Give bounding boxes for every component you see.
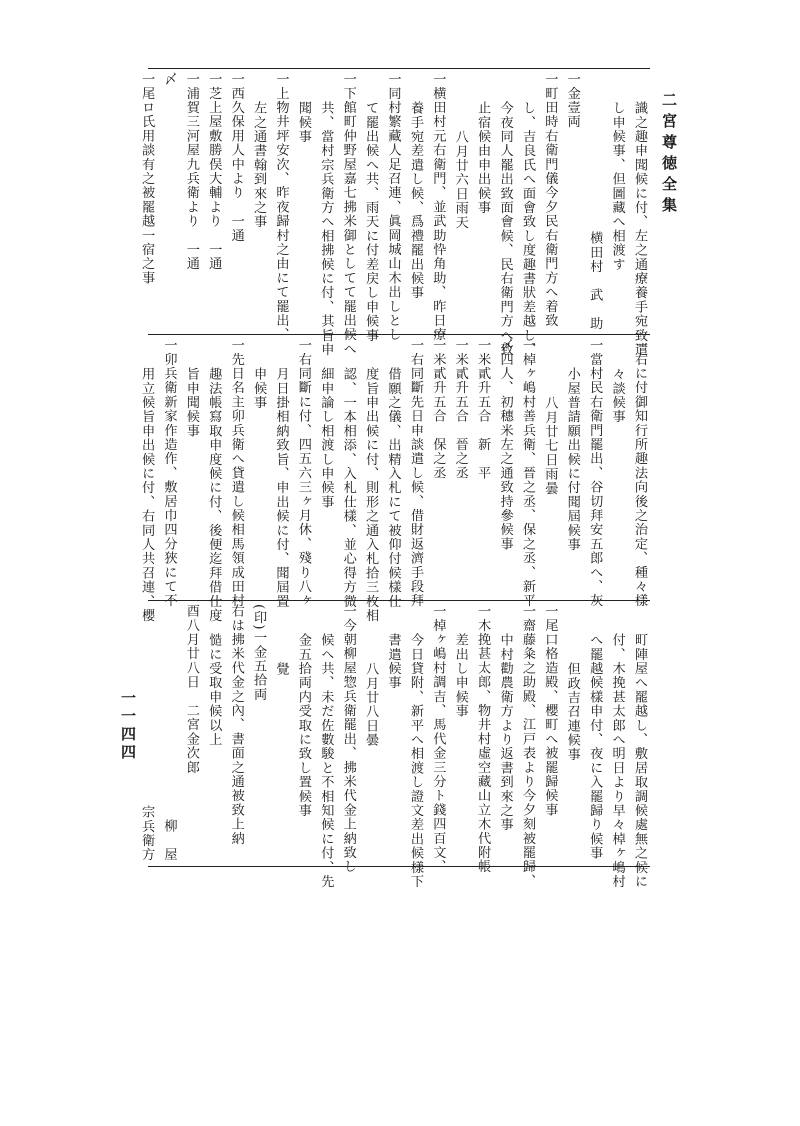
text-line: へ罷越候樣申付、夜に入罷歸り候事 <box>587 633 603 861</box>
text-line: 一金壹両 <box>564 72 580 129</box>
text-line: 一町田時右衛門儀今夕民右衛門方へ着致 <box>542 72 558 328</box>
text-line: 付、木挽甚太郎へ明日より早々棹ヶ嶋村 <box>609 633 625 889</box>
text-line: 右は拂米代金之內、書面之通被致上納 <box>228 604 244 846</box>
text-line: 一米貳升五合 新 平 <box>475 338 491 480</box>
text-line: 一今朝柳屋惣兵衛罷出、拂米代金上納致し <box>340 604 356 874</box>
text-line: し申候事、但圖藏へ相渡す <box>609 101 625 272</box>
text-line: 柳 屋 <box>161 819 177 862</box>
text-block-lower <box>139 604 650 889</box>
text-line: 一右に付御知行所趣法向後之治定、種々樣 <box>632 338 647 608</box>
text-line: 度旨申出候に付、則形之通入札拾三枚相 <box>363 367 379 623</box>
text-line: 一右同斷先日申談遣し候、借財返濟手段拜 <box>407 338 423 608</box>
text-line: 慥に受取申候以上 <box>206 633 222 747</box>
text-line: 候へ共、未だ佐數駿と不相知候に付、先 <box>318 633 334 889</box>
text-line: 一上物井坪安次、昨夜歸村之由にて罷出、 <box>273 72 289 342</box>
text-line: 一浦賀三河屋九兵衛より 一通 <box>183 72 199 271</box>
text-line: 小屋普請願出候に付聞屆候事 <box>564 367 580 552</box>
text-line: 〆四人、初穗米左之通致持參候事 <box>497 338 513 551</box>
text-line: 差出し申候事 <box>452 633 468 719</box>
text-line: 申候事 <box>251 367 267 410</box>
text-line: 旨申聞候事 <box>183 367 199 439</box>
text-line: 今夜同人罷出致面會候、民右衛門方へ致 <box>497 101 513 357</box>
text-line: 月日掛相納致旨、申出候に付、聞屆置 <box>273 367 289 609</box>
text-line: 八月廿七日雨曇 <box>542 396 558 496</box>
text-line: 一當村民右衛門罷出、谷切拜安五郎へ、灰 <box>587 338 603 608</box>
text-line: 一西久保用人中より 一通 <box>228 72 244 243</box>
text-line: 一右同斷に付、四五六三ヶ月休、殘り八ヶ <box>295 338 311 608</box>
text-line: 借願之儀、出精入札にて被仰付候樣仕 <box>385 367 401 609</box>
text-block-upper <box>139 72 650 357</box>
text-line: 〆 <box>161 72 177 87</box>
text-line: 町陣屋へ罷越し、敷居取調候處無之候に <box>632 633 647 889</box>
text-line: 々談候事 <box>609 367 625 424</box>
text-line: 一齋藤粂之助殿、江戸表より今夕刻被罷歸、 <box>519 604 535 888</box>
text-line: 用立候旨申出候に付、右同人共召連、櫻 <box>139 367 155 623</box>
text-line: 一芝上屋敷勝俣大輔より 一通 <box>206 72 222 271</box>
text-line: 一横田村元右衛門、並武助忰角助、昨日療 <box>430 72 446 342</box>
text-line: 聞候事 <box>295 101 311 144</box>
text-block-middle <box>139 338 650 623</box>
text-line: て罷出候へ共、雨天に付差戻し申候事 <box>363 101 379 343</box>
text-line: 八月廿六日雨天 <box>452 130 468 230</box>
text-line: 一先日名主卯兵衛へ貸遣し候相馬領成田村 <box>228 338 244 608</box>
text-line: 共、當村宗兵衛方へ相拂候に付、其旨申 <box>318 101 334 357</box>
top-rule <box>148 68 650 69</box>
text-line: し、吉良氏へ面會致し度趣書狀差越し、 <box>519 101 535 357</box>
text-line: 認、一本相添、入札仕樣、並心得方微 <box>340 367 356 609</box>
text-line: 一棹ヶ嶋村調吉、馬代金三分ト錢四百文、 <box>430 604 446 874</box>
text-line: 一木挽甚太郎、物井村虛空藏山立木代附帳 <box>475 604 491 874</box>
text-line: 書遣候事 <box>385 633 401 690</box>
text-line: 一卯兵衛新家作造作、敷居巾四分狹にて不 <box>161 338 177 608</box>
text-line: 識之趣申聞候に付、左之通療養手宛致遣 <box>632 101 647 357</box>
text-line: 一米貳升五合 保之丞 <box>430 338 446 480</box>
text-line: 一尾ロ氏用談有之被罷越一宿之事 <box>139 72 155 285</box>
text-line: 横田村 武 助 <box>587 230 603 330</box>
text-line: 趣法帳寫取申度候に付、後便迄拜借仕度 <box>206 367 222 623</box>
text-line: (印)一金五拾両 <box>251 604 267 702</box>
text-line: 養手宛差遣し候、爲禮罷出候事 <box>407 101 423 300</box>
text-line: 一米貳升五合 晉之丞 <box>452 338 468 480</box>
text-line: 一尾口格造殿、櫻町へ被罷歸候事 <box>542 604 558 817</box>
text-line: 八月廿八日曇 <box>363 662 379 748</box>
text-line: 覺 <box>273 662 289 677</box>
text-line: 今日貸附、新平へ相渡し證文差出候樣下 <box>407 633 423 889</box>
text-line: 宗兵衛方 <box>139 805 155 862</box>
text-line: 金五拾両内受取に致し置候事 <box>295 633 311 818</box>
text-line: 中村勸農衛方より返書到來之事 <box>497 633 513 832</box>
book-title: 二宮尊徳全集 <box>660 92 678 218</box>
text-line: 但政吉召連候事 <box>564 662 580 762</box>
text-line: 左之通書翰到來之事 <box>251 101 267 229</box>
text-line: 一同村繁藏人足召連、眞岡城山木出しとし <box>385 72 401 342</box>
text-line: 酉八月廿八日 二宮金次郎 <box>183 604 199 775</box>
text-line: 細申論し相渡し申候事 <box>318 367 334 510</box>
text-line: 止宿候由申出候事 <box>475 101 491 215</box>
text-line: 一下館町仲野屋嘉七拂米御としてて罷出候へ <box>340 72 356 356</box>
text-line: 一棹ヶ嶋村善兵衛、晉之丞、保之丞、新平 <box>519 338 535 608</box>
bottom-rule <box>148 866 650 867</box>
page-number: 一一四四 <box>119 690 137 762</box>
